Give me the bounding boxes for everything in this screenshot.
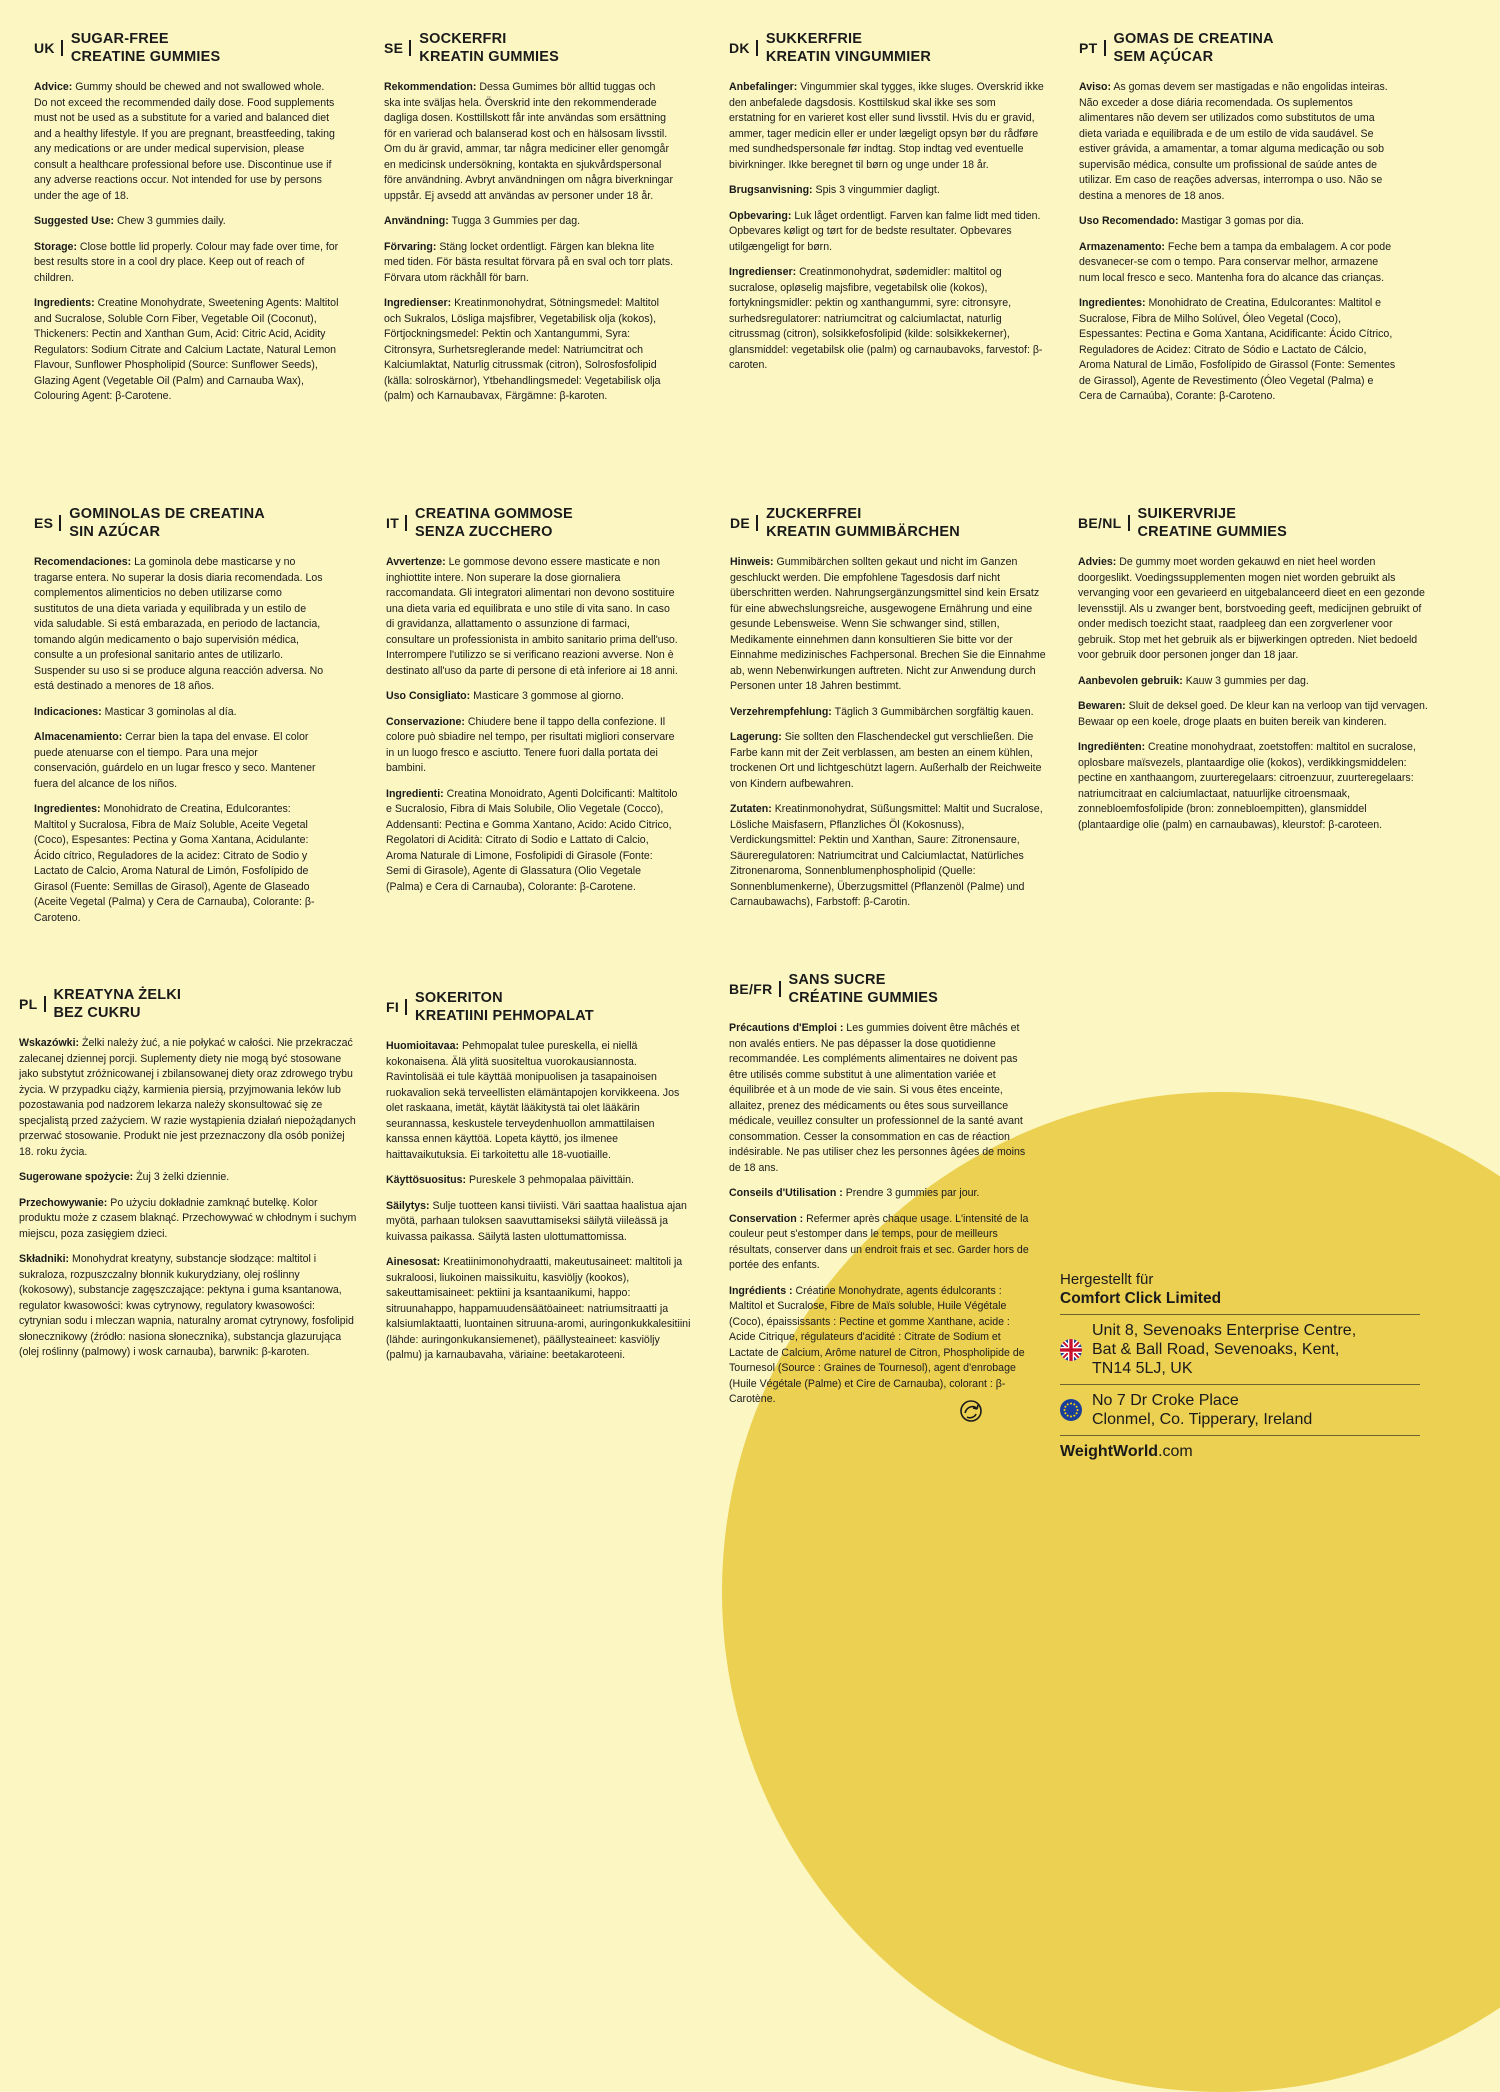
paragraph-text: Gummibärchen sollten gekaut und nicht im Ganzen geschluckt werden. Die empfohlene Tagesdosis darf nicht überschritten werden. Nahrungsergänzungsmittel sind kein Ersatz für eine abwechslungsreiche, ausgewogene Ernährung und eine gesunde Lebensweise. Wenn Sie schwanger sind, stillen, Medikamente einnehmen dann konsultieren Sie bitte vor der Einnahme medizinisches Fachpersonal. Brechen Sie die Einnahme ab, wenn Nebenwirkungen auftreten. Nicht zur Anwendung durch Personen unter 18 Jahren bestimmt. [730,556,1046,692]
info-paragraph [34,802,324,926]
section-header [729,971,1036,1007]
section-title-line: CREATINA GOMMOSE [415,506,573,522]
section-title [415,505,573,541]
divider-bar [61,40,63,56]
paragraph-text: Pureskele 3 pehmopalaa päivittäin. [466,1174,634,1186]
info-paragraph [1078,555,1428,664]
section-title [415,989,594,1025]
paragraph-text: Stäng locket ordentligt. Färgen kan blekna lite med tiden. För bästa resultat förvara på en sval och torr plats. Förvara utom räckhåll för barn. [384,240,674,284]
eu-address-line-1: No 7 Dr Croke Place [1092,1392,1239,1409]
eu-flag-icon [1060,1399,1082,1421]
paragraph-label: Conservation : [729,1212,804,1225]
paragraph-label: Ingrédients : [729,1284,793,1297]
country-code: ES [34,515,54,531]
paragraph-text: Prendre 3 gummies par jour. [842,1187,980,1199]
recycle-mark-icon [958,1398,984,1424]
info-paragraph [34,555,324,695]
section-title [789,971,939,1007]
website-brand: WeightWorld [1060,1443,1159,1460]
country-code: BE/FR [729,981,773,997]
paragraph-text: Creatinmonohydrat, sødemidler: maltitol og sucralose, opløselig majsfibre, vegetabilsk olie (kokos), fortykningsmidler: pektin og xanthangummi, syre: citronsyre, surhedsregulatorer: natriumcitrat og calciumlactat, naturlig citrussmag (citron), solsikkefosfolipid (kilde: solsikkekerner), glansmiddel: vegetabilsk olie (palm) og carnaubavoks, farvestof: β-caroten. [729,266,1043,371]
country-code: DK [729,40,750,56]
section-title-line: SOCKERFRI [419,31,507,47]
paragraph-text: Kauw 3 gummies per dag. [1182,674,1309,687]
section-title-line: CREATINE GUMMIES [70,49,221,65]
paragraph-label: Lagerung: [730,731,782,743]
paragraph-text: Feche bem a tampa da embalagem. A cor pode desvanecer-se com o tempo. Para conservar melhor, armazene num local fresco e seco. Mantenha fora do alcance das crianças. [1079,240,1392,284]
paragraph-label: Almacenamiento: [34,731,123,743]
paragraph-label: Bewaren: [1078,700,1126,712]
uk-address [1060,1321,1420,1378]
paragraph-text: Sulje tuotteen kansi tiiviisti. Väri saattaa haalistua ajan myötä, parhaan tuloksen saavuttamiseksi säilytä viileässä ja kuivassa paikassa. Säilytä lasten ulottumattomissa. [386,1199,687,1243]
paragraph-label: Uso Recomendado: [1079,215,1179,227]
section-title-line: SUIKERVRIJE [1137,506,1237,522]
section-header [386,505,678,541]
paragraph-label: Opbevaring: [729,209,792,222]
info-paragraph [19,1036,359,1160]
info-paragraph [729,1284,1036,1408]
section-title-line: KREATIN GUMMIBÄRCHEN [766,524,960,540]
paragraph-text: Żuj 3 żelki dziennie. [133,1171,230,1183]
info-paragraph [384,240,674,287]
country-code: DE [730,515,751,531]
paragraph-label: Hinweis: [730,556,774,568]
country-code: UK [34,40,55,56]
section-title-line: SENZA ZUCCHERO [415,524,553,540]
info-paragraph [386,787,678,896]
paragraph-label: Användning: [384,215,449,227]
section-benl [1078,505,1428,843]
info-paragraph [34,240,339,287]
info-paragraph [729,80,1044,173]
paragraph-text: Sie sollten den Flaschendeckel gut verschließen. Die Farbe kann mit der Zeit verblassen, am besten an einem kühlen, trockenen Ort und lichtgeschützt lagern. Außerhalb der Reichweite von Kindern aufbewahren. [730,731,1042,790]
section-title-line: ZUCKERFREI [766,506,862,522]
section-title-line: BEZ CUKRU [53,1005,141,1021]
section-title [1114,30,1274,66]
section-header [34,505,324,541]
section-header [1079,30,1399,66]
paragraph-label: Rekommendation: [384,81,477,93]
paragraph-text: Les gummies doivent être mâchés et non avalés entiers. Ne pas dépasser la dose quotidienne recommandée. Les compléments alimentaires ne doivent pas être utilisés comme substitut à une alimentation variée et équilibrée et à un mode de vie sain. Si vous êtes enceinte, allaitez, prenez des médicaments ou êtes sous surveillance médicale, veuillez consulter un professionnel de la santé avant consommation. Cesser la consommation en cas de réaction indésirable. Ne pas utiliser chez les personnes âgées de moins de 18 ans. [729,1022,1026,1174]
info-paragraph [386,689,678,705]
paragraph-label: Storage: [34,240,77,253]
divider-bar [409,40,411,56]
paragraph-text: Masticare 3 gommose al giorno. [470,690,624,702]
website [1060,1442,1420,1462]
section-title-line: KREATYNA ŻELKI [53,987,182,1003]
paragraph-text: Täglich 3 Gummibärchen sorgfältig kauen. [831,705,1034,718]
info-paragraph [1079,80,1399,204]
paragraph-text: Luk låget ordentligt. Farven kan falme lidt med tiden. Opbevares køligt og tørt for de bedste resultater. Opbevares utilgængeligt for børn. [729,209,1041,253]
divider-bar [405,515,407,531]
section-se [384,30,674,415]
paragraph-text: Chew 3 gummies daily. [114,215,226,227]
uk-flag-icon [1060,1339,1082,1361]
info-paragraph [729,1212,1036,1274]
info-paragraph [386,1039,691,1163]
section-header [19,986,359,1022]
divider-bar [756,40,758,56]
paragraph-text: Monohydrat kreatyny, substancje słodzące: maltitol i sukraloza, rozpuszczalny błonnik kukurydziany, olej roślinny (kokosowy), substancje zagęszczające: pektyna i guma ksantanowa, regulator kwasowości: kwas cytrynowy, regulatory kwasowości: cytrynian sodu i mleczan wapnia, naturalny aromat cytrynowy, fosfolipid słonecznikowy (źródło: nasiona słonecznika), substancja glazurująca (olej roślinny (palmowy) i wosk carnauba), barwnik: β-karoten. [19,1253,354,1358]
info-paragraph [19,1170,359,1186]
paragraph-label: Ingredientes: [34,803,101,815]
uk-address-line-3: TN14 5LJ, UK [1092,1360,1193,1377]
section-title-line: CRÉATINE GUMMIES [788,990,939,1006]
info-paragraph [730,730,1048,792]
divider [1060,1384,1420,1385]
paragraph-text: Tugga 3 Gummies per dag. [448,215,581,227]
paragraph-text: Chiudere bene il tappo della confezione. Il colore può sbiadire nel tempo, per risultati migliori conservare in un luogo fresco e asciutto. Tenere fuori dalla portata dei bambini. [386,715,675,774]
info-paragraph [730,802,1048,911]
paragraph-text: Creatina Monoidrato, Agenti Dolcificanti: Maltitolo e Sucralosio, Fibra di Mais Solubile, Olio Vegetale (Cocco), Addensanti: Pectina e Gomma Xantano, Acido: Acido Citrico, Regolatori di Acidità: Citrato di Sodio e Lattato di Calcio, Aroma Naturale di Limone, Fosfolipidi di Girasole (Fonte: Semi di Girasole), Agente di Glassatura (Olio Vegetale (Palma) e Cera di Carnauba), Colorante: β-Carotene. [386,787,678,893]
paragraph-label: Anbefalinger: [729,81,798,93]
paragraph-label: Ingredientes: [1079,297,1146,309]
paragraph-label: Zutaten: [730,803,772,815]
company-name: Comfort Click Limited [1060,1290,1222,1307]
info-paragraph [729,183,1044,199]
section-it [386,505,678,905]
manufacturer-footer [1060,1270,1420,1462]
info-paragraph [1078,674,1428,690]
section-title [766,30,931,66]
section-title [1138,505,1288,541]
info-paragraph [384,214,674,230]
info-paragraph [1079,296,1399,405]
paragraph-text: As gomas devem ser mastigadas e não engolidas inteiras. Não exceder a dose diária recomendada. Os suplementos alimentares não devem ser utilizados como substitutos de uma dieta variada e equilibrada e de um estilo de vida saudável. Se estiver grávida, a amamentar, a tomar alguma medicação ou sob supervisão médica, consulte um profissional de saúde antes de utilizar. Em caso de reações adversas, interrompa o uso. Não se destina a menores de 18 anos. [1079,81,1388,202]
info-paragraph [34,730,324,792]
eu-address [1060,1391,1420,1429]
info-paragraph [730,555,1048,695]
section-title-line: SOKERITON [415,990,503,1006]
paragraph-label: Suggested Use: [34,215,115,227]
paragraph-label: Huomioitavaa: [386,1040,459,1052]
paragraph-label: Förvaring: [384,240,437,253]
country-code: IT [386,515,400,531]
divider-bar [405,999,407,1015]
paragraph-label: Uso Consigliato: [386,690,471,702]
info-paragraph [34,705,324,721]
paragraph-text: Close bottle lid properly. Colour may fade over time, for best results store in a cool dry place. Keep out of reach of children. [34,240,339,284]
section-header [729,30,1044,66]
paragraph-label: Przechowywanie: [19,1196,108,1209]
paragraph-text: Cerrar bien la tapa del envase. El color puede atenuarse con el tiempo. Para una mejor conservación, guárdelo en un lugar fresco y seco. Mantener fuera del alcance de los niños. [34,731,316,790]
paragraph-text: Po użyciu dokładnie zamknąć butelkę. Kolor produktu może z czasem blaknąć. Przechowywać w chłodnym i suchym miejscu, poza zasięgiem dzieci. [19,1196,357,1240]
made-for-label: Hergestellt für [1060,1271,1154,1288]
info-paragraph [1078,699,1428,730]
paragraph-text: Gummy should be chewed and not swallowed whole. Do not exceed the recommended daily dose. Food supplements must not be used as a substitute for a varied and balanced diet and a healthy lifestyle. If you are pregnant, breastfeeding, taking any medications or are under medical supervision, please consult a healthcare professional before use. Discontinue use if any adverse reactions occur. Not intended for use by persons under the age of 18. [34,81,335,202]
paragraph-text: Refermer après chaque usage. L'intensité de la couleur peut s'estomper dans le temps, pour de meilleurs résultats, conserver dans un endroit frais et sec. Garder hors de portée des enfants. [729,1212,1029,1271]
paragraph-label: Käyttösuositus: [386,1174,467,1186]
info-paragraph [34,214,339,230]
section-title-line: SANS SUCRE [788,972,886,988]
section-dk [729,30,1044,384]
section-title-line: GOMAS DE CREATINA [1113,31,1274,47]
paragraph-text: Vingummier skal tygges, ikke sluges. Overskrid ikke den anbefalede dagsdosis. Kosttilskud skal ikke ses som erstatning for en varieret kost eller sund livsstil. Hvis du er gravid, ammer, tager medicin eller er under lægeligt opsyn bør du rådføre med sundhedspersonale før indtag. Stop indtag ved eventuelle bivirkninger. Ikke beregnet til børn og unge under 18 år. [729,81,1044,171]
divider [1060,1435,1420,1436]
info-paragraph [386,555,678,679]
divider-bar [44,996,46,1012]
section-title-line: SUGAR-FREE [70,31,169,47]
paragraph-text: Kreatinmonohydrat, Süßungsmittel: Maltit und Sucralose, Lösliche Maisfasern, Pflanzliches Öl (Kokosnuss), Verdickungsmittel: Pektin und Xanthan, Saure: Zitronensaure, Säureregulatoren: Natriumcitrat und Calciumlactat, Natürliches Zitronenaroma, Sonnenblumenphospholipid (Quelle: Sonnenblumenkerne), Überzugsmittel (Pflanzenöl (Palme) und Carnaubawachs), Farbstoff: β-Carotin. [730,803,1043,908]
paragraph-label: Sugerowane spożycie: [19,1171,134,1183]
paragraph-label: Avvertenze: [386,556,446,568]
divider-bar [59,515,61,531]
paragraph-text: Monohidrato de Creatina, Edulcorantes: Maltitol y Sucralosa, Fibra de Maíz Soluble, Aceite Vegetal (Coco), Espesantes: Pectina y Goma Xantana, Acidulante: Ácido cítrico, Reguladores de la acidez: Citrato de Sodio y Lactato de Calcio, Aroma Natural de Limón, Fosfolípido de Girasol (Fuente: Semillas de Girasol), Agente de Glaseado (Aceite Vegetal (Palma) y Cera de Carnauba), Colorante: β-Caroteno. [34,803,315,924]
section-title-line: SEM AÇÚCAR [1113,49,1214,65]
section-title [71,30,221,66]
section-header [384,30,674,66]
info-paragraph [1078,740,1428,833]
info-paragraph [34,80,339,204]
section-befr [729,971,1036,1418]
paragraph-label: Składniki: [19,1253,70,1265]
paragraph-label: Conservazione: [386,715,465,728]
info-paragraph [386,1255,691,1364]
section-es [34,505,324,936]
paragraph-label: Brugsanvisning: [729,184,813,196]
info-paragraph [384,80,674,204]
info-paragraph [386,1199,691,1246]
info-paragraph [384,296,674,405]
paragraph-text: Spis 3 vingummier dagligt. [812,184,940,196]
country-code: SE [384,40,404,56]
info-paragraph [386,1173,691,1189]
country-code: FI [386,999,400,1015]
info-paragraph [729,265,1044,374]
paragraph-label: Advies: [1078,556,1117,568]
section-title-line: SUKKERFRIE [765,31,863,47]
paragraph-text: Pehmopalat tulee pureskella, ei niellä kokonaisena. Älä ylitä suositeltua vuorokausiannosta. Ravintolisää ei tule käyttää monipuolisen ja tasapainoisen ruokavalion sekä terveellisten elämäntapojen korvikkeena. Jos olet raskaana, imetät, käytät lääkitystä tai olet lääkärin seurannassa, keskustele terveydenhuollon ammattilaisen kanssa ennen käyttöä. Lopeta käyttö, jos ilmenee haittavaikutuksia. Ei tarkoitettu alle 18-vuotiaille. [386,1040,680,1161]
website-tld: .com [1158,1443,1193,1460]
section-title [54,986,182,1022]
info-paragraph [729,209,1044,256]
paragraph-text: Masticar 3 gominolas al día. [101,705,237,718]
paragraph-label: Aanbevolen gebruik: [1078,674,1183,687]
paragraph-label: Ingredients: [34,297,95,309]
uk-address-line-1: Unit 8, Sevenoaks Enterprise Centre, [1092,1322,1357,1339]
paragraph-text: Kreatinmonohydrat, Sötningsmedel: Maltitol och Sukralos, Lösliga majsfibrer, Vegetabilisk olja (kokos), Förtjockningsmedel: Pektin och Xantangummi, Syra: Citronsyra, Surhetsreglerande medel: Natriumcitrat och Kalciumlaktat, Naturlig citrussmak (citron), Solrosfosfolipid (källa: solroskärnor), Ytbehandlingsmedel: Vegetabilisk olja (palm) och Karnaubavax, Färgämne: β-karoten. [384,297,661,402]
divider [1060,1314,1420,1315]
eu-address-line-2: Clonmel, Co. Tipperary, Ireland [1092,1411,1313,1428]
paragraph-text: Dessa Gumimes bör alltid tuggas och ska inte sväljas hela. Överskrid inte den rekommenderade dagliga dosen. Kosttillskott får inte användas som ersättning för en varierad och balanserad kost och en hälsosam livsstil. Om du är gravid, ammar, tar några mediciner eller genomgår en medicinsk undersökning, kontakta en sjukvårdspersonal före användning. Avbryt användningen om några biverkningar uppstår. Ej avsedd att användas av personer under 18 år. [384,81,673,202]
paragraph-text: Żelki należy żuć, a nie połykać w całości. Nie przekraczać zalecanej dziennej porcji. Suplementy diety nie mogą być stosowane jako substytut zróżnicowanej i zbilansowanej diety oraz zdrowego trybu życia. W przypadku ciąży, karmienia piersią, przyjmowania leków lub pozostawania pod nadzorem lekarza należy skonsultować się ze specjalistą przed zażyciem. W razie wystąpienia działań niepożądanych przerwać stosowanie. Produkt nie jest przeznaczony dla osób poniżej 18. roku życia. [19,1037,356,1158]
paragraph-label: Précautions d'Emploi : [729,1022,844,1034]
section-title [766,505,960,541]
country-code: PL [19,996,38,1012]
section-pl [19,986,359,1371]
paragraph-label: Advice: [34,81,73,93]
paragraph-label: Säilytys: [386,1199,430,1212]
info-paragraph [19,1252,359,1361]
paragraph-text: De gummy moet worden gekauwd en niet heel worden doorgeslikt. Voedingssupplementen mogen niet worden gebruikt als vervanging voor een gevarieerd en uitgebalanceerd dieet en een gezonde levensstijl. Als u zwanger bent, borstvoeding geeft, medicijnen gebruikt of onder medisch toezicht staat, raadpleeg dan een zorgverlener voor gebruik. Stop met het gebruik als er bijwerkingen optreden. Niet bedoeld voor gebruik door personen jonger dan 18 jaar. [1078,556,1425,661]
paragraph-text: Creatine Monohydrate, Sweetening Agents: Maltitol and Sucralose, Soluble Corn Fiber, Vegetable Oil (Coconut), Thickeners: Pectin and Xanthan Gum, Acid: Citric Acid, Acidity Regulators: Sodium Citrate and Calcium Lactate, Natural Lemon Flavour, Sunflower Phospholipid (Source: Sunflower Seeds), Glazing Agent (Vegetable Oil (Palm) and Carnauba Wax), Colouring Agent: β-Carotene. [34,297,339,402]
paragraph-text: Monohidrato de Creatina, Edulcorantes: Maltitol e Sucralose, Fibra de Milho Solúvel, Óleo Vegetal (Coco), Espessantes: Pectina e Goma Xantana, Acidificante: Ácido Cítrico, Reguladores de Acidez: Citrato de Sódio e Lactato de Cálcio, Aroma Natural de Limão, Fosfolípido de Girassol (Fonte: Sementes de Girassol), Agente de Revestimento (Óleo Vegetal (Palma) e Cera de Carnaúba), Corante: β-Caroteno. [1079,297,1396,402]
info-paragraph [729,1186,1036,1202]
info-paragraph [1079,214,1399,230]
divider-bar [1104,40,1106,56]
info-paragraph [386,715,678,777]
section-title-line: KREATIINI PEHMOPALAT [415,1008,594,1024]
paragraph-label: Ainesosat: [386,1256,441,1268]
paragraph-text: Créatine Monohydrate, agents édulcorants : Maltitol et Sucralose, Fibre de Maïs soluble, Huile Végétale (Coco), épaississants : Pectine et gomme Xanthane, acide : Acide Citrique, régulateurs d'acidité : Citrate de Sodium et Lactate de Calcium, Arôme naturel de Citron, Phospholipide de Tournesol (Source : Graines de Tournesol), agent d'enrobage (Huile Végétale (Palme) et Cire de Carnauba), colorant : β-Carotène. [729,1284,1025,1405]
paragraph-text: Mastigar 3 gomas por dia. [1178,215,1304,227]
section-title-line: SIN AZÚCAR [69,524,161,540]
paragraph-text: Creatine monohydraat, zoetstoffen: maltitol en sucralose, oplosbare maïsvezels, plantaardige olie (kokos), verdikkingsmiddelen: pectine en xanthaangom, zuurteregelaars: citroenzuur, zuurteregelaars: natriumcitraat en calciumlactaat, natuurlijke citroensmaak, zonnebloemfosfolipide (bron: zonnebloempitten), glansmiddel (plantaardige olie (palm) en carnaubawas), kleurstof: β-caroteen. [1078,741,1416,831]
section-de [730,505,1048,921]
paragraph-label: Recomendaciones: [34,556,132,568]
paragraph-label: Ingredienser: [729,266,797,278]
section-uk [34,30,339,415]
section-title-line: KREATIN VINGUMMIER [765,49,932,65]
paragraph-label: Conseils d'Utilisation : [729,1187,843,1199]
divider-bar [779,981,781,997]
paragraph-label: Verzehrempfehlung: [730,705,832,718]
section-header [34,30,339,66]
section-header [386,989,691,1025]
info-paragraph [34,296,339,405]
paragraph-label: Indicaciones: [34,705,102,718]
paragraph-label: Armazenamento: [1079,240,1165,253]
info-paragraph [729,1021,1036,1176]
paragraph-text: Sluit de deksel goed. De kleur kan na verloop van tijd vervagen. Bewaar op een koele, droge plaats en buiten bereik van kinderen. [1078,700,1428,728]
paragraph-label: Wskazówki: [19,1037,80,1049]
divider-bar [756,515,758,531]
info-paragraph [1079,240,1399,287]
paragraph-label: Ingrediënten: [1078,741,1146,753]
uk-address-line-2: Bat & Ball Road, Sevenoaks, Kent, [1092,1341,1340,1358]
info-paragraph [19,1196,359,1243]
country-code: PT [1079,40,1098,56]
section-header [1078,505,1428,541]
section-title-line: GOMINOLAS DE CREATINA [69,506,265,522]
section-pt [1079,30,1399,415]
paragraph-label: Ingredienti: [386,787,444,800]
section-title [69,505,265,541]
paragraph-text: Le gommose devono essere masticate e non inghiottite intere. Non superare la dose giornaliera raccomandata. Gli integratori alimentari non devono sostituire una dieta varia ed equilibrata e uno stile di vita sano. In caso di gravidanza, allattamento o assunzione di farmaci, consultare un professionista in ambito sanitario prima dell'uso. Interrompere l'utilizzo se si verificano reazioni avverse. Non è destinato all'uso da parte di persone di età inferiore ai 18 anni. [386,556,678,677]
info-paragraph [730,705,1048,721]
country-code: BE/NL [1078,515,1122,531]
section-fi [386,989,691,1374]
paragraph-label: Aviso: [1079,81,1111,93]
divider-bar [1128,515,1130,531]
section-title-line: KREATIN GUMMIES [419,49,559,65]
section-title-line: CREATINE GUMMIES [1137,524,1288,540]
section-title [419,30,559,66]
paragraph-text: Kreatiinimonohydraatti, makeutusaineet: maltitoli ja sukraloosi, liukoinen maissikuitu, kasviöljy (kookos), sakeuttamisaineet: pektiini ja ksantaanikumi, happo: sitruunahappo, happamuudensäätöaineet: natriumsitraatti ja kalsiumlaktaatti, luontainen sitruuna-aromi, auringonkukkalesitiini (lähde: auringonkukansiemenet), päällysteaineet: kasviöljy (palmu) ja karnaubavaha, väriaine: beetakaroteeni. [386,1256,691,1361]
paragraph-text: La gominola debe masticarse y no tragarse entera. No superar la dosis diaria recomendada. Los complementos alimenticios no deben utilizarse como sustitutos de una dieta variada y equilibrada y un estilo de vida saludable. Si está embarazada, en periodo de lactancia, tomando algún medicamento o bajo supervisión médica, consulte a un profesional sanitario antes de utilizarlo. Suspender su uso si se produce alguna reacción adversa. No está destinado a menores de 18 años. [34,556,324,692]
section-header [730,505,1048,541]
paragraph-label: Ingredienser: [384,297,452,309]
